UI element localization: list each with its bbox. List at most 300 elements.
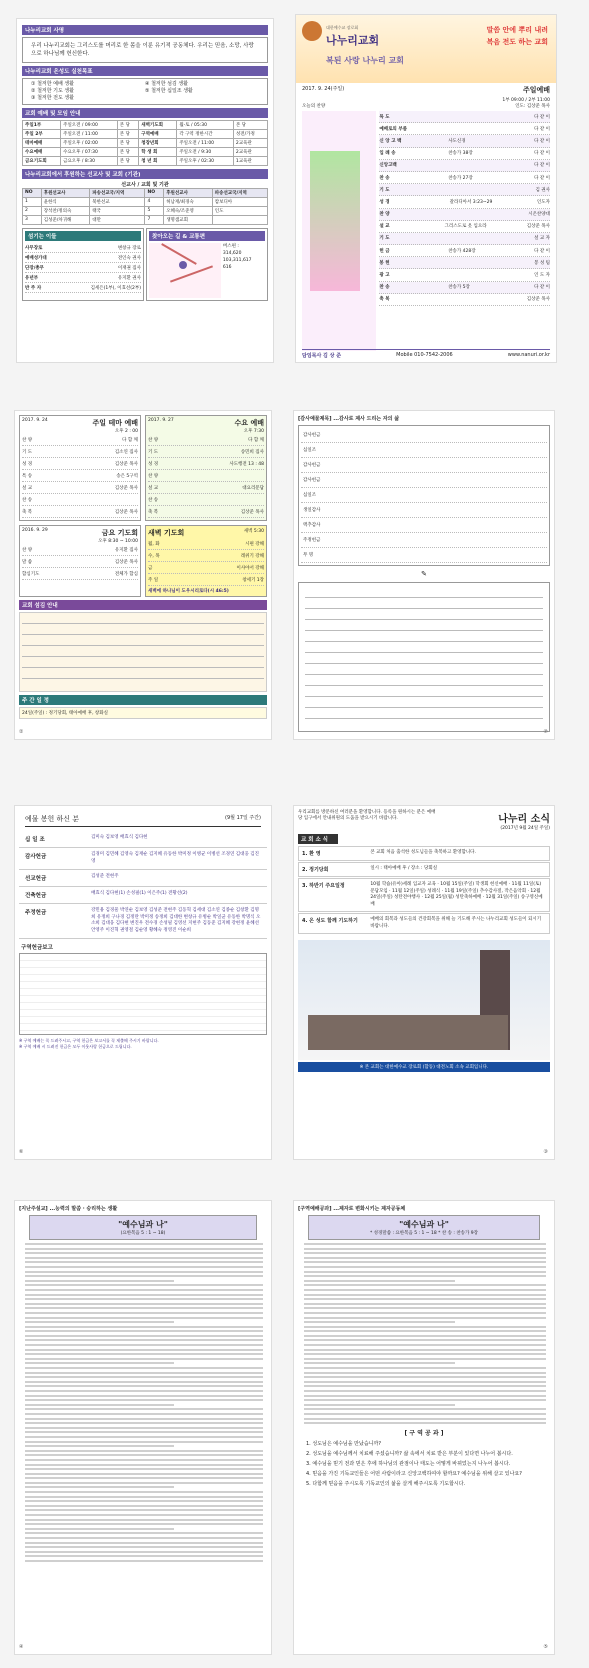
text-line [304,1367,546,1369]
text-line [25,1431,263,1433]
text-line [25,1422,263,1424]
offering-row [301,428,547,443]
decorative-leaf-graphic [310,151,360,291]
text-line [25,1436,263,1438]
page-number: ⑦ [543,729,548,735]
wed-row [148,446,264,458]
mission-header-cell: NO [145,189,164,198]
lesson-body [298,1243,550,1424]
fri-cell: 유지환 집사 [114,547,138,553]
wed-cell: 찬 송 [148,497,159,503]
service-title: 주일예배 [522,86,550,94]
mission-cell: 태국 [90,207,145,216]
dawn-row [148,538,264,550]
wed-cell: 찬 양 [148,437,159,443]
text-line [25,1362,174,1364]
page-number: ④ [19,1644,24,1650]
mission-header-cell: 파송선교국/지역 [90,189,145,198]
offering-type: 무 명 [303,553,314,558]
dawn-cell: 수, 목 [148,553,160,559]
text-line [304,1298,546,1300]
order-row [379,123,550,135]
text-line [304,1317,546,1319]
text-line [25,1532,263,1534]
order-leader: 다 같 이 [534,138,550,144]
staff-row [25,253,141,263]
news-item-text: 일시 : 태아예배 후 / 장소 : 당회실 [370,866,438,871]
district-note-2: ※ 구역 예배 시 드려진 헌금은 모두 이웃사랑 헌금으로 드립니다. [19,1044,132,1049]
mission-cell: 4 [145,198,164,207]
fri-cell: 말 씀 [22,559,33,565]
text-line [25,1303,263,1305]
text-line [25,1399,263,1401]
staff-role: 단장/총무 [25,265,45,271]
wed-title: 수요 예배 [234,419,264,427]
order-leader: 시온찬양대 [528,212,550,218]
question-item: 3. 예수님을 믿기 전과 믿은 후에 하나님의 관점이나 태도는 어떻게 바뀌었는지 나누어 봅시다. [306,1461,511,1468]
pastor-name: 담임목사 김 상 준 [302,353,342,359]
offering-type: 십일조 [303,493,317,498]
page-number: ③ [543,1149,548,1155]
text-line [25,1537,263,1539]
wed-cell: 기 도 [148,449,159,455]
goals-header: 나누리교회 온성도 실천목표 [22,66,268,76]
cover-verse: 복된 사랑 나누리 교회 [326,56,404,65]
news-item [298,862,550,877]
page-7 [14,1200,272,1655]
staff-name: 김세은(1부), 이효선(2부) [90,285,141,291]
text-line [25,1560,263,1562]
order-item: 기 도 [379,236,390,242]
page-1 [16,18,274,363]
text-line [25,1454,263,1456]
news-item-text: 본 교회 처음 출석한 성도님들을 축복하고 환영합니다. [370,850,476,855]
text-line [25,1551,263,1553]
text-line [304,1248,546,1250]
offering-type: 감사헌금 [303,463,321,468]
meetings-table [22,120,268,166]
wed-time: 오후 7:30 [243,429,264,434]
wed-row [148,434,264,446]
order-leader: 설 교 자 [534,236,550,242]
fri-date: 2016. 9. 29 [22,528,48,533]
text-line [25,1353,263,1355]
wed-cell: 찬 양 [148,473,159,479]
dawn-time: 새벽 5:30 [243,529,264,534]
mission-cell: 윤한식 [41,198,90,207]
text-line [25,1335,263,1337]
meeting-cell: 학 생 회 [139,148,177,157]
wed-cell: 사도행전 13 : 48 [229,461,264,467]
order-item: 헌 금 [379,248,390,254]
text-line [25,1321,174,1323]
text-line [304,1312,546,1314]
mission-header-cell: 후원선교사 [41,189,90,198]
dawn-note: 새벽에 하나님이 도우시리로다(시 46:5) [148,589,229,594]
theme-cell: 김소연 집사 [114,449,138,455]
wed-date: 2017. 9. 27 [148,418,174,423]
text-line [25,1464,263,1466]
staff-row [25,283,141,293]
offerer-category [19,904,267,939]
wed-cell: 대요리문답 [242,485,264,491]
text-line [25,1441,263,1443]
text-line [25,1500,263,1502]
question-item: 1. 성도님은 예수님을 만났습니까? [306,1441,381,1448]
order-detail: 그리스도로 옷 입으라 [444,224,487,230]
offering-list [298,425,550,566]
meeting-cell: 청 년 회 [139,157,177,166]
text-line [304,1307,546,1309]
order-item: 봉 헌 [379,260,390,266]
text-line [25,1390,263,1392]
text-line [304,1353,546,1355]
text-line [25,1413,263,1415]
offerer-category-label: 선교헌금 [25,876,47,882]
text-line [304,1422,546,1424]
order-detail [445,296,513,302]
theme-cell: 찬 양 [22,437,33,443]
mission-cell: 허남재/최경숙 [164,198,213,207]
questions-list [298,1441,550,1488]
fri-title: 금요 기도회 [101,529,138,537]
order-detail [448,260,516,266]
wed-row [148,458,264,470]
fri-row [22,544,138,556]
mission-cell: 대만 [90,216,145,225]
offerer-names: 김미숙 김보영 배효식 김다현 [91,835,148,840]
dawn-cell: 금 [148,565,153,571]
news-item [298,878,550,912]
meeting-cell: 주일1부 [23,121,61,130]
theme-cell: 김상준 목사 [114,461,138,467]
goal-4: ④ 철저한 섬김 생활 [145,81,189,87]
text-line [25,1307,263,1309]
dawn-cell: 레위기 강해 [240,553,264,559]
mission-cell: 김성준/차귀해 [41,216,90,225]
order-detail [448,272,516,278]
meeting-cell: 새벽기도회 [139,121,177,130]
bus-3: 616 [222,265,232,270]
weekly-schedule-header: 주 간 일 정 [19,695,267,705]
welcome-text: 우리교회를 방문하신 여러분을 환영합니다. 등록을 원하시는 분은 예배당 입구에서 안내위원의 도움을 받으시기 바랍니다. [298,810,436,821]
offerers-date: (9월 17일 주간) [225,815,261,821]
meeting-cell: 성전/가정 [233,130,267,139]
text-line [25,1482,263,1484]
offering-row [301,488,547,503]
text-line [304,1395,546,1397]
text-line [304,1381,546,1383]
mission-cell [212,216,267,225]
service-date: 2017. 9. 24(주일) [302,86,345,92]
text-line [304,1271,546,1273]
staff-header: 섬기는 이들 [25,231,141,241]
mission-cell: 인도 [212,207,267,216]
text-line [304,1376,546,1378]
text-line [25,1330,263,1332]
text-line [25,1523,263,1525]
staff-name: 변창규 장로 [117,245,141,251]
sermon-body [19,1243,267,1562]
theme-service-box [19,415,141,521]
wed-row [148,470,264,482]
theme-row [22,434,138,446]
text-line [25,1349,263,1351]
page-8 [293,1200,555,1655]
meeting-cell: 수요오후 / 07:30 [61,148,118,157]
staff-role: 사무장로 [25,245,43,251]
news-item-title: 1. 환 영 [302,851,321,857]
text-line [25,1271,263,1273]
meeting-cell: 본 당 [117,130,139,139]
text-line [25,1289,263,1291]
text-line [25,1275,263,1277]
theme-row [22,482,138,494]
cover-banner [296,15,556,83]
mission-header-cell: NO [23,189,42,198]
order-detail: 갈라디아서 3:23~29 [449,199,493,205]
meeting-cell: 주일오전 / 09:00 [61,121,118,130]
preacher: 인도: 김상준 목사 [515,104,550,109]
text-line [304,1289,546,1291]
theme-cell: 축 복 [22,509,33,515]
order-row [379,294,550,306]
text-line [25,1509,263,1511]
wed-row [148,506,264,518]
dawn-title: 새벽 기도회 [148,529,185,537]
map-box [146,228,268,301]
news-section-header: 교 회 소 식 [298,834,338,844]
mission-cell: 3 [23,216,42,225]
order-item: 찬 양 [379,212,390,218]
text-line [25,1491,263,1493]
text-line [25,1257,263,1259]
date-row [296,83,556,97]
theme-row [22,446,138,458]
text-line [304,1344,546,1346]
wed-row [148,482,264,494]
dawn-row [148,574,264,586]
goal-2: ② 철저한 기도 생활 [31,88,75,94]
text-line [25,1358,263,1360]
meeting-cell: 2교육관 [233,148,267,157]
map-graphic [149,243,221,298]
order-item: 기 도 [379,187,390,193]
text-line [304,1335,546,1337]
text-line [25,1317,263,1319]
order-detail [448,235,516,241]
vision-text: 우리 나누리교회는 그리스도를 머리로 한 몸을 이룬 유기적 공동체다. 우리는 믿음, 소망, 사랑으로 하나님께 헌신한다. [31,43,254,57]
offering-row [301,503,547,518]
order-leader: 김상준 목사 [526,297,550,303]
fri-row [22,568,138,580]
staff-name: 유지환 권사 [117,275,141,281]
fri-cell: 김상준 목사 [114,559,138,565]
text-line [304,1372,546,1374]
order-row [379,269,550,281]
bus-label: 버스편 : [222,244,239,249]
order-leader: 다 같 이 [534,285,550,291]
order-leader: 인도자 [536,199,550,205]
offering-type: 맥추감사 [303,523,321,528]
page-number: ⑤ [543,1644,548,1650]
text-line [25,1445,174,1447]
mission-row [23,207,268,216]
order-row [379,233,550,245]
offering-type: 십일조 [303,448,317,453]
staff-box [22,228,144,301]
offerer-category-label: 십 일 조 [25,837,45,843]
mission-cell: 2 [23,207,42,216]
dawn-cell: 시편 강해 [245,541,264,547]
meeting-cell: 본 당 [117,139,139,148]
order-row [379,282,550,294]
mission-cell: 북한선교 [90,198,145,207]
dawn-cell: 주 일 [148,577,159,583]
text-line [304,1362,455,1364]
lesson-reference: * 성경말씀 : 요한복음 5 : 1 ~ 18 * 찬 송 : 찬송가 9장 [369,1231,479,1236]
mission-header-cell: 파송선교국/지역 [212,189,267,198]
order-detail: 찬송가 428장 [448,248,476,254]
page-number: ⑥ [19,1149,24,1155]
offerer-category [19,831,267,848]
order-leader: 다 같 이 [534,114,550,120]
fri-cell: 찬 양 [22,547,33,553]
text-line [304,1294,546,1296]
text-line [25,1339,263,1341]
lesson-header: [구역예배공과] ...제자로 변화시키는 제자공동체 [298,1206,406,1212]
offerer-names: 배효식 김다현(1) 손성필(1) 이은주(1) 전황선(2) [91,891,188,896]
text-line [25,1248,263,1250]
wed-row [148,494,264,506]
wed-cell: 다 함 께 [248,437,264,443]
text-line [304,1330,546,1332]
district-note-1: ※ 구역 예배는 꼭 드려주시고, 구역 헌금은 보고서를 꼭 제출해 주시기 바랍니다. [19,1038,159,1043]
theme-cell: 성 경 [22,461,33,467]
meeting-cell: 주일오전 / 9:30 [177,148,234,157]
offering-title: [감사예물제목] ...감사로 제사 드리는 자의 삶 [298,416,400,422]
order-detail [448,126,516,132]
leaf-icon [302,21,322,41]
church-staff-header: 교회 섬김 안내 [19,600,267,610]
page-2 [295,14,557,363]
lesson-title: "예수님과 나" [399,1220,449,1229]
page-6 [293,805,555,1160]
meeting-row [23,130,268,139]
sermon-header: [지난주설교] ...능력의 말씀 · 승리하는 생활 [19,1206,118,1212]
order-detail: 찬송가 5장 [448,285,470,291]
offering-type: 주정헌금 [303,538,321,543]
text-line [25,1528,174,1530]
order-row [379,111,550,123]
church-name: 나누리교회 [326,34,380,47]
meeting-cell: 주일오전 / 11:00 [177,139,234,148]
wed-cell: 송민희 집사 [240,449,264,455]
district-table [19,953,267,1035]
text-line [25,1294,263,1296]
order-item: 찬 송 [379,285,390,291]
order-item: 묵 도 [379,114,390,120]
text-line [304,1408,546,1410]
text-line [304,1280,455,1282]
text-line [25,1505,263,1507]
dawn-cell: 창세기 1장 [242,577,264,583]
friday-prayer-box [19,525,141,597]
fri-cell: 전체가 합심 [114,571,138,577]
goal-5: ⑤ 철저한 십일조 생활 [145,88,193,94]
order-leader: 인 도 자 [534,273,550,279]
order-detail: 찬송가 38장 [448,151,473,157]
mission-cell: 1 [23,198,42,207]
goal-3: ③ 철저한 전도 생활 [31,95,75,101]
church-location-icon [179,261,187,269]
theme-cell: 설 교 [22,485,33,491]
theme-cell: 김상준 목사 [114,509,138,515]
text-line [25,1344,263,1346]
question-item: 4. 믿음을 가진 기독교인들은 어떤 사람이라고 신앙고백하여야 할까요? 예수님을 위해 살고 있나요? [306,1471,522,1478]
order-detail [448,162,516,168]
order-item: 성 경 [379,199,390,205]
text-line [25,1519,263,1521]
offerer-category-label: 주정헌금 [25,910,47,916]
text-line [304,1399,546,1401]
meeting-row [23,139,268,148]
offerer-category-label: 건축헌금 [25,893,47,899]
district-title: 구역헌금보고 [21,945,53,951]
text-line [25,1395,263,1397]
order-leader: 다 같 이 [534,248,550,254]
order-row [379,221,550,233]
meeting-cell: 월-토 / 05:30 [177,121,234,130]
text-line [25,1326,263,1328]
text-line [304,1303,546,1305]
text-line [304,1339,546,1341]
text-line [25,1468,263,1470]
page-3 [14,410,272,740]
church-photo [298,940,550,1060]
text-line [25,1404,174,1406]
bus-2: 103,311,617 [222,258,252,263]
order-leader: 다 같 이 [534,151,550,157]
meeting-row [23,148,268,157]
text-line [25,1381,263,1383]
fri-cell: 합심기도 [22,571,40,577]
meeting-cell: 본 당 [233,121,267,130]
order-leader: 봉 성 팀 [534,260,550,266]
page-number: ② [19,729,24,735]
text-line [25,1546,263,1548]
order-row [379,209,550,221]
staff-name: 이재권 집사 [117,265,141,271]
order-item: 입 례 송 [379,151,396,157]
meeting-cell: 1교육관 [233,157,267,166]
wed-cell: 성 경 [148,461,159,467]
order-item: 광 고 [379,273,390,279]
text-line [25,1514,263,1516]
text-line [304,1385,546,1387]
wed-cell: 설 교 [148,485,159,491]
order-row [379,172,550,184]
theme-row [22,470,138,482]
sermon-title: "예수님과 나" [118,1220,168,1229]
staff-row [25,273,141,283]
theme-row [22,458,138,470]
theme-cell: 다 함 께 [122,437,138,443]
dawn-row [148,562,264,574]
meeting-cell: 주일오후 / 02:00 [61,139,118,148]
staff-map-area [22,228,268,301]
text-line [304,1349,546,1351]
